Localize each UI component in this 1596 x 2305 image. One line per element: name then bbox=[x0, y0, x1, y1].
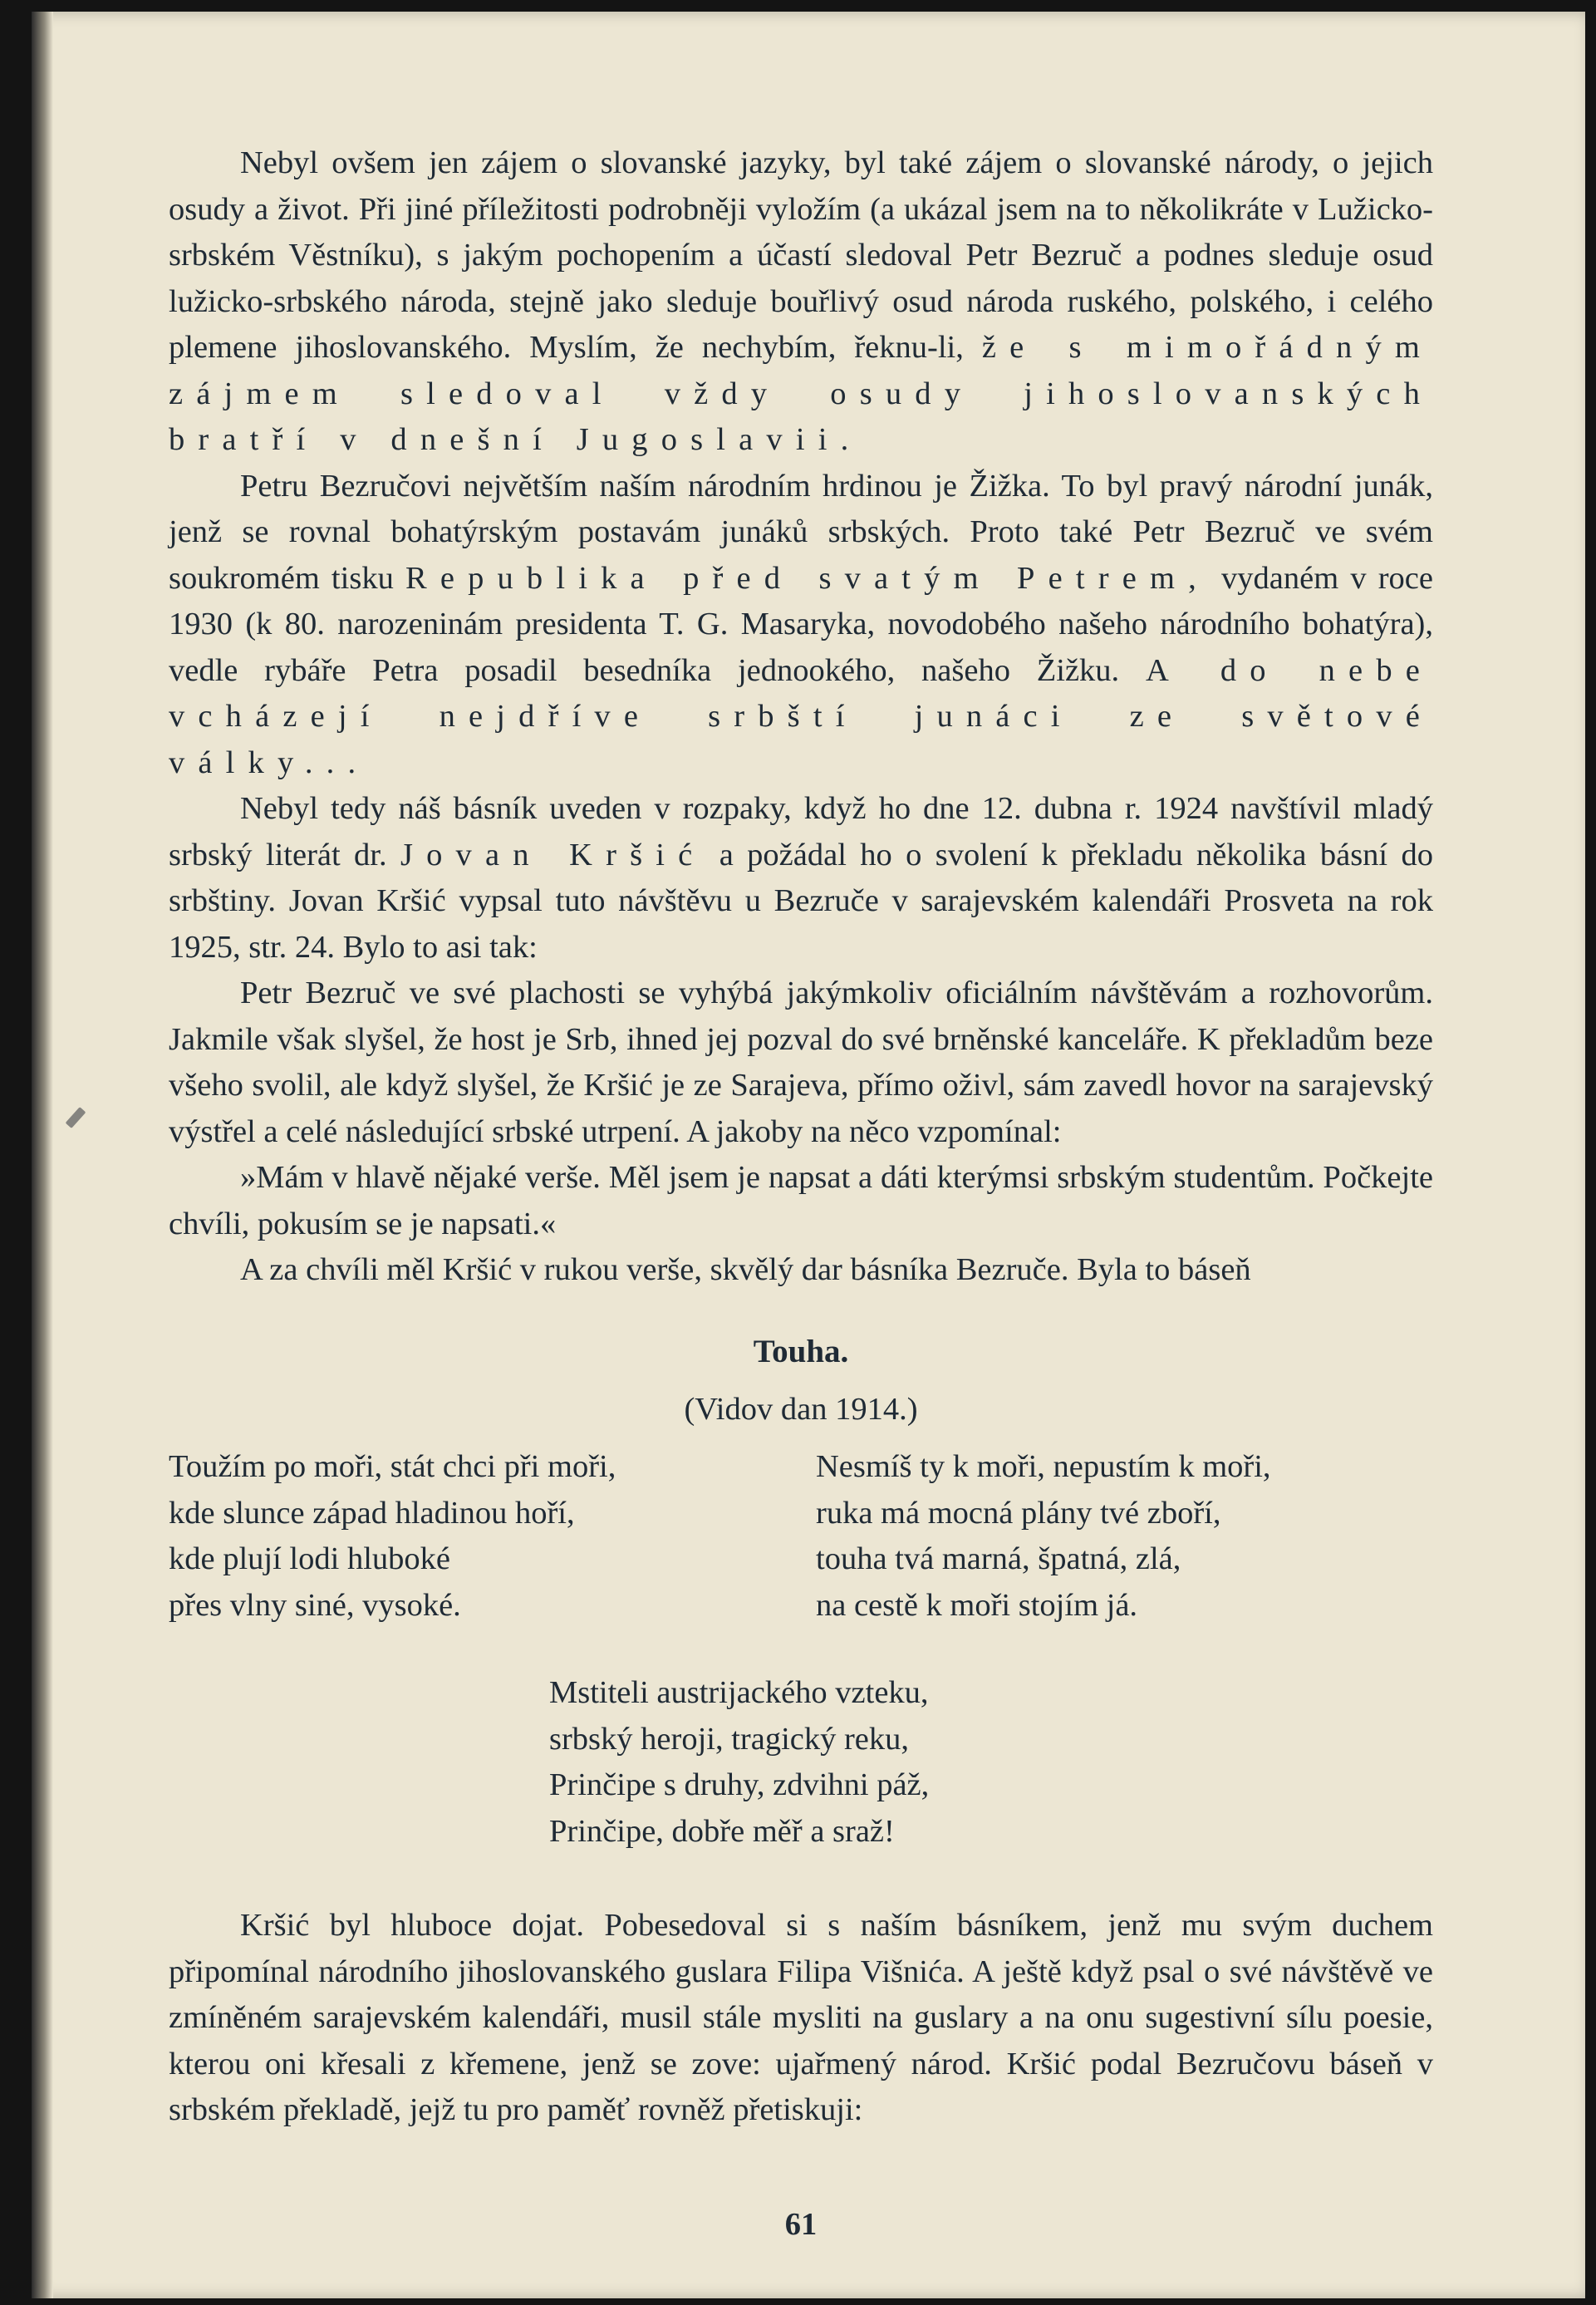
poem-line: Mstiteli austrijackého vzteku, bbox=[549, 1675, 929, 1710]
poem-title: Touha. bbox=[753, 1333, 849, 1369]
pencil-mark bbox=[66, 1107, 86, 1128]
paragraph-2-spaced-title: Republika před svatým Petrem, bbox=[405, 560, 1210, 596]
page-text bbox=[169, 140, 1433, 2248]
paragraph-3 bbox=[169, 786, 1433, 971]
poem-line: Toužím po moři, stát chci při moři, bbox=[169, 1449, 616, 1484]
poem-line: Prinčipe, dobře měř a sraž! bbox=[549, 1813, 895, 1849]
poem-line: na cestě k moři stojím já. bbox=[816, 1587, 1138, 1623]
quote-paragraph-2: »Mám v hlavě nějaké verše. Měl jsem je napsat a dáti kterýmsi srbským studentům. Počkejte chvíli, pokusím se je napsati.« bbox=[169, 1160, 1433, 1241]
poem-left-stanza bbox=[169, 1444, 786, 1629]
poem-line: Nesmíš ty k moři, nepustím k moři, bbox=[816, 1449, 1271, 1484]
quote-paragraph-1: Petr Bezruč ve své plachosti se vyhýbá jakýmkoliv oficiálním návštěvám a rozhovorům. Jakmile však slyšel, že host je Srb, ihned jej pozval do své brněnské kanceláře. K překladům beze všeho svolil, ale když slyšel, že Kršić je ze Sarajeva, přímo oživl, sám zavedl hovor na sarajevský výstřel a celé následující srbské utrpení. A jakoby na něco vzpomínal: bbox=[169, 976, 1433, 1149]
poem-line: srbský heroji, tragický reku, bbox=[549, 1721, 910, 1757]
poem-line: Prinčipe s druhy, zdvihni páž, bbox=[549, 1767, 930, 1802]
paragraph-1 bbox=[169, 140, 1433, 464]
paragraph-2-spaced-text: A do nebe vcházejí nejdříve srbští junáci ze světové války... bbox=[169, 652, 1433, 780]
paragraph-3-text-b: a požádal ho o svolení k překladu několika básní do srbštiny. Jovan Kršić vypsal tuto návštěvu u Bezruče v sarajevském kalendáři Prosveta na rok 1925, str. 24. Bylo to asi tak: bbox=[169, 837, 1433, 965]
paragraph-4: A za chvíli měl Kršić v rukou verše, skvělý dar básníka Bezruče. Byla to báseň bbox=[240, 1252, 1251, 1287]
page-gutter bbox=[32, 12, 53, 2298]
poem-refrain-stanza bbox=[549, 1670, 1433, 1855]
book-page bbox=[32, 12, 1585, 2298]
poem-line: kde plují lodi hluboké bbox=[169, 1541, 450, 1576]
paragraph-3-spaced-name: Jovan Kršić bbox=[400, 837, 706, 872]
poem-line: ruka má mocná plány tvé zboří, bbox=[816, 1495, 1221, 1531]
page-number: 61 bbox=[784, 2206, 818, 2242]
paragraph-1-text: Nebyl ovšem jen zájem o slovanské jazyky, byl také zájem o slovanské národy, o jejich osudy a život. Při jiné příležitosti podrobněji vyložím (a ukázal jsem na to několikráte v Lužicko-srbském Věstníku), s jakým pochopením a účastí sledoval Petr Bezruč a podnes sleduje osud lužicko-srbského národa, stejně jako sleduje bouřlivý osud národa ruského, polského, i celého plemene jihoslovanského. Myslím, že nechybím, řeknu-li, bbox=[169, 145, 1433, 365]
poem-right-stanza bbox=[786, 1444, 1433, 1629]
paragraph-1-spaced-text: že s mimořádným zájmem sledoval vždy osudy jihoslovanských bratří v dnešní Jugoslavii. bbox=[169, 330, 1434, 457]
paragraph-3-text-a: Nebyl tedy náš básník uveden v rozpaky, když ho dne 12. dubna r. 1924 navštívil mladý srbský literát dr. bbox=[169, 791, 1433, 872]
paragraph-2 bbox=[169, 464, 1433, 787]
poem-subtitle: (Vidov dan 1914.) bbox=[684, 1391, 918, 1427]
poem-columns bbox=[169, 1444, 1433, 1629]
poem-line: přes vlny siné, vysoké. bbox=[169, 1587, 461, 1623]
paragraph-2-text-a: Petru Bezručovi největším naším národním hrdinou je Žižka. To byl pravý národní junák, jenž se rovnal bohatýrským postavám junáků srbských. Proto také Petr Bezruč ve svém soukromém tisku bbox=[169, 468, 1433, 596]
poem-line: kde slunce západ hladinou hoří, bbox=[169, 1495, 575, 1531]
closing-paragraph: Kršić byl hluboce dojat. Pobesedoval si s naším básníkem, jenž mu svým duchem připomínal národního jihoslovanského guslara Filipa Višnića. A ještě když psal o své návštěvě ve zmíněném sarajevském kalendáři, musil stále mysliti na guslary a na onu sugestivní sílu poesie, kterou oni křesali z křemene, jenž se zove: ujařmený národ. Kršić podal Bezručovu báseň v srbském překladě, jejž tu pro paměť rovněž přetiskuji: bbox=[169, 1908, 1433, 2127]
paragraph-2-text-b: vydaném v roce 1930 (k 80. narozeninám presidenta T. G. Masaryka, novodobého našeho národního bohatýra), vedle rybáře Petra posadil besedníka jednookého, našeho Žižku. bbox=[169, 560, 1433, 688]
poem-line: touha tvá marná, špatná, zlá, bbox=[816, 1541, 1181, 1576]
